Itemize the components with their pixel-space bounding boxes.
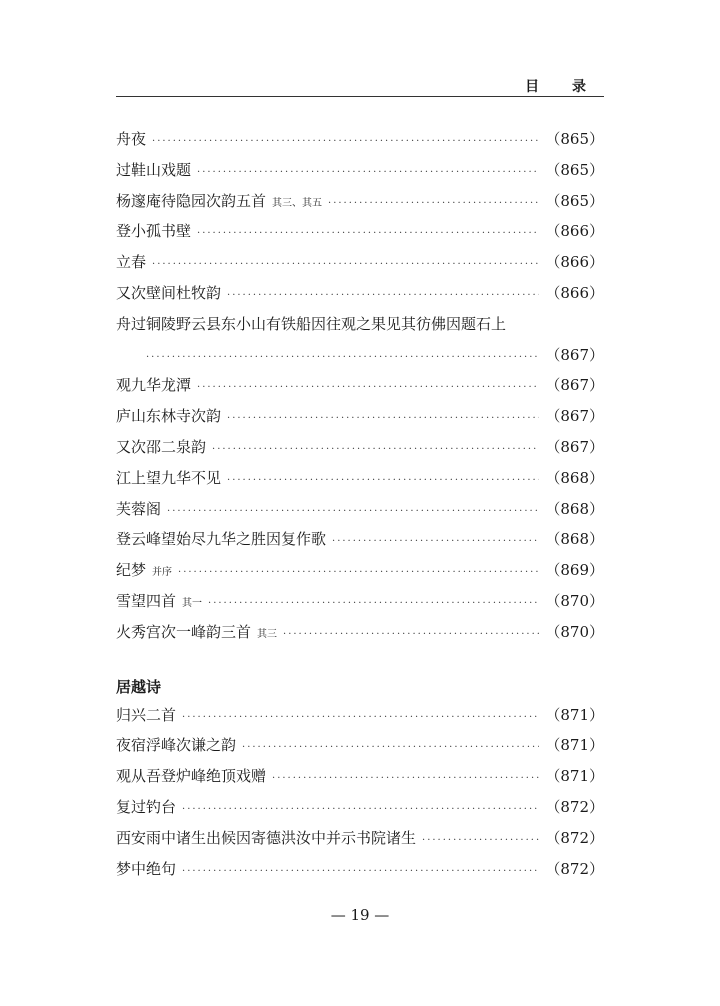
entry-page: （868） [545, 468, 604, 487]
entry-title: 江上望九华不见 [116, 468, 222, 487]
toc-entry[interactable] [116, 590, 604, 621]
entry-title: 庐山东林寺次韵 [116, 407, 222, 426]
toc-entry[interactable] [116, 704, 604, 735]
entry-page: （871） [545, 767, 604, 786]
entry-title: 芙蓉阁 [116, 499, 162, 518]
toc-entry[interactable] [116, 858, 604, 889]
toc-entry[interactable] [116, 220, 604, 251]
entry-note: 并序 [152, 567, 173, 579]
dot-leader [197, 228, 539, 239]
page-number: — 19 — [330, 906, 390, 924]
entry-page: （868） [545, 499, 604, 518]
entry-page: （866） [545, 283, 604, 302]
dot-leader [242, 742, 539, 753]
entry-title: 又次邵二泉韵 [116, 437, 207, 456]
entry-title: 复过钓台 [116, 797, 177, 816]
entry-title: 纪梦 [116, 561, 147, 580]
toc-entry[interactable] [116, 621, 604, 652]
entry-page: （872） [545, 828, 604, 847]
dot-leader [208, 598, 539, 609]
entry-title: 杨邃庵待隐园次韵五首 [116, 191, 267, 210]
dot-leader [328, 198, 539, 209]
entry-title: 火秀宫次一峰韵三首 [116, 622, 252, 641]
dot-leader [272, 773, 539, 784]
toc-entry[interactable] [116, 251, 604, 282]
dot-leader [283, 629, 539, 640]
entry-page: （865） [545, 191, 604, 210]
entry-title: 登云峰望始尽九华之胜因复作歌 [116, 530, 327, 549]
entry-title: 西安雨中诸生出候因寄德洪汝中并示书院诸生 [116, 828, 417, 847]
dot-leader [197, 167, 539, 178]
dot-leader [182, 866, 539, 877]
dot-leader [152, 136, 539, 147]
toc-entry[interactable] [116, 734, 604, 765]
dot-leader [332, 536, 539, 547]
entry-title: 梦中绝句 [116, 859, 177, 878]
entry-page: （867） [545, 345, 604, 364]
dot-leader [152, 259, 539, 270]
entry-title: 雪望四首 [116, 591, 177, 610]
entry-page: （867） [545, 407, 604, 426]
entry-page: （866） [545, 253, 604, 272]
entry-note: 其三 [257, 628, 278, 640]
dot-leader [197, 382, 539, 393]
entry-page: （871） [545, 736, 604, 755]
toc-entry[interactable] [116, 765, 604, 796]
toc-entry[interactable] [116, 190, 604, 221]
dot-leader [146, 352, 539, 363]
toc-entry[interactable] [116, 405, 604, 436]
entry-page: （868） [545, 530, 604, 549]
dot-leader [227, 290, 539, 301]
toc-entry[interactable] [116, 467, 604, 498]
entry-title: 舟过铜陵野云县东小山有铁船因往观之果见其彷佛因题石上 [116, 314, 507, 333]
entry-title: 过鞋山戏题 [116, 160, 192, 179]
entry-title: 观从吾登炉峰绝顶戏赠 [116, 767, 267, 786]
entry-page: （871） [545, 705, 604, 724]
entry-page: （867） [545, 437, 604, 456]
entry-title: 立春 [116, 253, 147, 272]
entry-page: （872） [545, 859, 604, 878]
entry-title: 观九华龙潭 [116, 376, 192, 395]
toc-entry[interactable] [116, 827, 604, 858]
entry-page: （865） [545, 130, 604, 148]
toc-entry[interactable] [116, 374, 604, 405]
toc-entry[interactable] [116, 528, 604, 559]
entry-page: （867） [545, 376, 604, 395]
dot-leader [182, 712, 539, 723]
dot-leader [422, 835, 539, 846]
entry-page: （865） [545, 160, 604, 179]
section-title: 居越诗 [116, 677, 162, 696]
entry-title: 归兴二首 [116, 705, 177, 724]
header-title: 目 录 [525, 79, 600, 95]
toc-entry-wrapped-line1[interactable] [116, 313, 604, 344]
toc-entry[interactable] [116, 498, 604, 529]
entry-note: 其三、其五 [272, 197, 323, 209]
toc-entry[interactable] [116, 559, 604, 590]
entry-title: 舟夜 [116, 130, 147, 148]
entry-note: 其一 [182, 597, 203, 609]
entry-title: 又次壁间杜牧韵 [116, 283, 222, 302]
dot-leader [227, 475, 539, 486]
entry-page: （866） [545, 222, 604, 241]
dot-leader [167, 506, 539, 517]
dot-leader [178, 567, 539, 578]
toc-entry[interactable] [116, 796, 604, 827]
entry-page: （870） [545, 622, 604, 641]
entry-title: 登小孤书壁 [116, 222, 192, 241]
running-header [116, 70, 604, 97]
toc-entry-wrapped-line2[interactable] [116, 344, 604, 375]
entry-page: （869） [545, 561, 604, 580]
table-of-contents [116, 128, 604, 888]
dot-leader [227, 413, 539, 424]
toc-entry[interactable] [116, 282, 604, 313]
toc-entry[interactable] [116, 128, 604, 159]
entry-page: （872） [545, 797, 604, 816]
toc-entry[interactable] [116, 436, 604, 467]
entry-page: （870） [545, 591, 604, 610]
dot-leader [182, 804, 539, 815]
toc-entry[interactable] [116, 159, 604, 190]
entry-title: 夜宿浮峰次谦之韵 [116, 736, 237, 755]
dot-leader [212, 444, 539, 455]
